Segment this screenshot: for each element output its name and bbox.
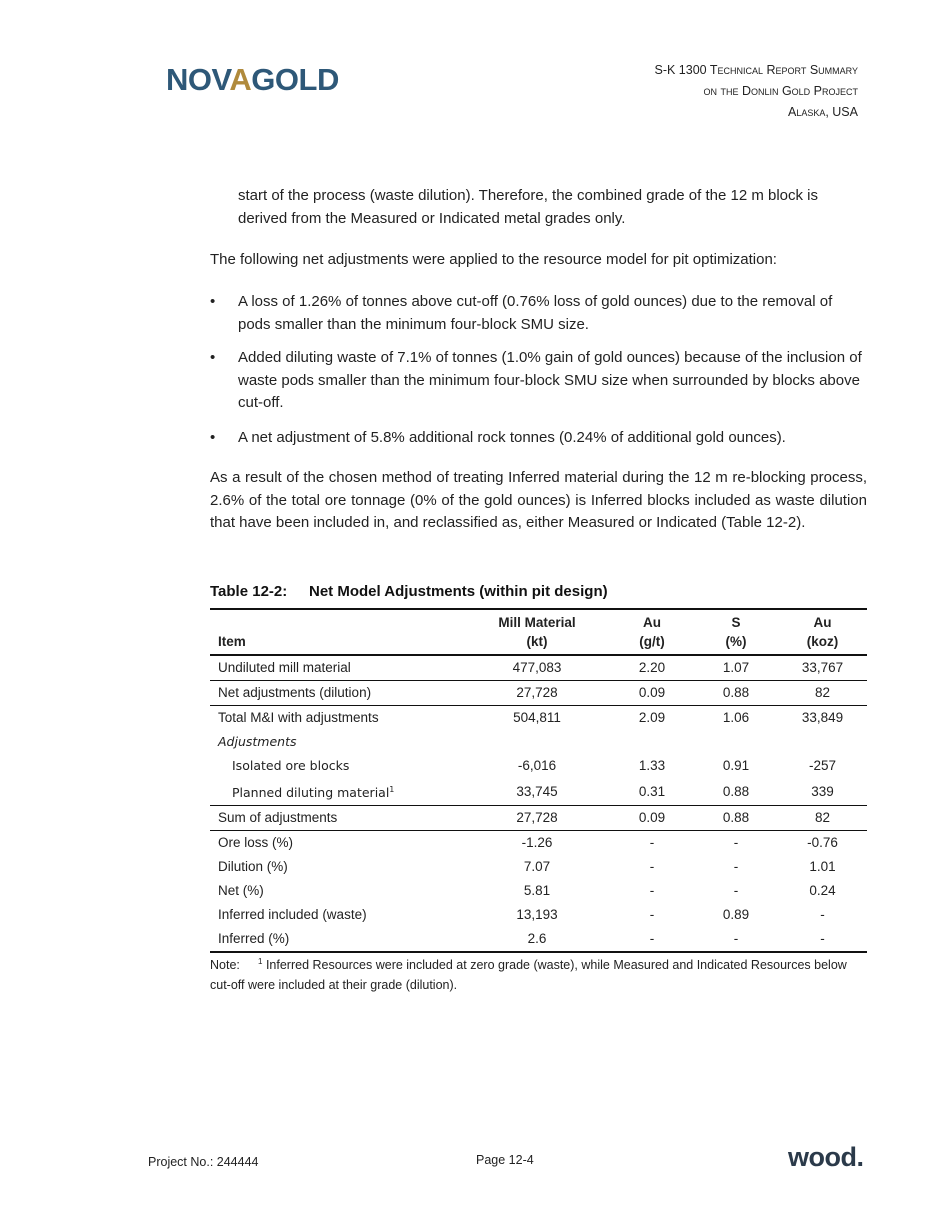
table-cell: Net adjustments (dilution) xyxy=(210,681,464,706)
note-footnote-marker: 1 xyxy=(258,957,263,966)
table-number: Table 12-2: xyxy=(210,583,288,600)
table-row xyxy=(210,754,867,778)
col-header-au-ounces: Au (koz) xyxy=(806,615,839,649)
table-row xyxy=(210,778,867,806)
bullet-text: A loss of 1.26% of tonnes above cut-off (0.76% loss of gold ounces) due to the removal of pods smaller than the minimum four-block SMU size. xyxy=(238,293,833,333)
table-cell xyxy=(464,730,610,754)
table-cell: 339 xyxy=(778,778,867,806)
table-cell xyxy=(694,730,778,754)
table-cell: 504,811 xyxy=(513,710,561,725)
table-cell: - xyxy=(694,927,778,952)
bullet-item-3 xyxy=(210,427,867,450)
table-cell: Inferred (%) xyxy=(210,927,464,952)
table-cell: - xyxy=(610,927,694,952)
table-row xyxy=(210,903,867,927)
table-cell: 82 xyxy=(778,806,867,831)
table-cell: 0.09 xyxy=(610,806,694,831)
table-row xyxy=(210,655,867,681)
intro-paragraph-block xyxy=(210,249,867,272)
table-cell: 2.09 xyxy=(638,710,666,725)
table-cell: 33,767 xyxy=(778,655,867,681)
novagold-logo: NOVAGOLD xyxy=(166,62,339,97)
table-cell: Ore loss (%) xyxy=(218,835,294,851)
header-line-3: Alaska, USA xyxy=(787,105,858,119)
table-cell: 1.07 xyxy=(694,655,778,681)
adjustments-table xyxy=(210,608,867,953)
table-cell: Isolated ore blocks xyxy=(232,758,350,773)
table-row xyxy=(210,806,867,831)
table-cell: 27,728 xyxy=(464,806,610,831)
table-caption: Net Model Adjustments (within pit design) xyxy=(309,583,608,600)
table-cell: 477,083 xyxy=(464,655,610,681)
col-header-mill: Mill Material (kt) xyxy=(498,615,576,649)
bullet-text: Added diluting waste of 7.1% of tonnes (1.0% gain of gold ounces) because of the inclusion of waste pods smaller than the minimum four-block SMU size when surrounded by blocks above cut-off. xyxy=(238,349,862,411)
table-row xyxy=(210,681,867,706)
table-cell: Inferred included (waste) xyxy=(218,907,367,923)
result-paragraph-block xyxy=(210,467,867,535)
project-number: Project No.: 244444 xyxy=(148,1155,259,1169)
table-cell: Undiluted mill material xyxy=(210,655,464,681)
result-paragraph: As a result of the chosen method of treating Inferred material during the 12 m re-blocking process, 2.6% of the total ore tonnage (0% of the gold ounces) is Inferred blocks included as waste dilution that have been included in, and reclassified as, either Measured or Indicated (Table 12-2). xyxy=(210,469,867,531)
table-cell: 1.01 xyxy=(809,859,836,875)
table-cell: - xyxy=(649,859,655,875)
wood-logo: wood. xyxy=(788,1142,864,1172)
table-cell: Adjustments xyxy=(218,734,297,749)
table-note xyxy=(210,952,867,995)
table-cell: Net (%) xyxy=(218,883,264,899)
table-cell: - xyxy=(733,859,739,875)
table-cell: 2.6 xyxy=(464,927,610,952)
table-row xyxy=(210,706,867,731)
table-cell: - xyxy=(733,835,739,851)
table-cell: -1.26 xyxy=(521,835,553,851)
table-cell: -6,016 xyxy=(517,758,557,773)
bullet-text: A net adjustment of 5.8% additional rock tonnes (0.24% of additional gold ounces). xyxy=(238,429,786,446)
col-header-sulfur: S (%) xyxy=(725,615,747,649)
header-line-1: S-K 1300 Technical Report Summary xyxy=(654,63,858,77)
footnote-marker: 1 xyxy=(389,785,395,794)
table-cell: 33,745 xyxy=(464,778,610,806)
table-cell: 2.20 xyxy=(610,655,694,681)
table-cell: 1.06 xyxy=(722,710,750,725)
header-line-2: on the Donlin Gold Project xyxy=(703,84,858,98)
report-header xyxy=(655,60,859,123)
col-header-au-grade: Au (g/t) xyxy=(639,615,665,649)
table-cell: 33,849 xyxy=(801,710,844,725)
note-label: Note: xyxy=(210,958,240,973)
bullet-dot: • xyxy=(210,429,216,446)
table-cell: Dilution (%) xyxy=(218,859,288,875)
logo-triangle-letter: A xyxy=(229,62,252,97)
table-cell: -257 xyxy=(808,758,837,773)
table-cell: - xyxy=(649,883,655,899)
page-number: Page 12-4 xyxy=(476,1153,534,1167)
table-cell: Planned diluting material$^1$ xyxy=(210,778,464,806)
table-cell: 7.07 xyxy=(523,859,551,875)
table-row xyxy=(210,855,867,879)
table-cell: - xyxy=(733,883,739,899)
body-continuation xyxy=(210,185,867,230)
table-cell xyxy=(610,730,694,754)
table-cell: 13,193 xyxy=(516,907,558,923)
table-cell: 0.24 xyxy=(809,883,836,899)
note-text: Inferred Resources were included at zero grade (waste), while Measured and Indicated Resources below cut-off were included at their grade (dilution). xyxy=(210,958,847,993)
bullet-item-1 xyxy=(210,291,867,336)
table-cell: 0.88 xyxy=(694,681,778,706)
table-cell xyxy=(778,730,867,754)
table-cell: - xyxy=(649,907,655,923)
table-cell: - xyxy=(778,927,867,952)
bullet-dot: • xyxy=(210,293,216,310)
table-cell: - xyxy=(820,907,825,923)
table-cell: 0.88 xyxy=(694,806,778,831)
table-cell: 5.81 xyxy=(523,883,551,899)
table-cell: 0.88 xyxy=(694,778,778,806)
table-cell: Sum of adjustments xyxy=(210,806,464,831)
table-row xyxy=(210,831,867,856)
table-cell: 27,728 xyxy=(464,681,610,706)
table-cell: Total M&I with adjustments xyxy=(218,710,379,725)
intro-paragraph: The following net adjustments were applied to the resource model for pit optimization: xyxy=(210,251,777,268)
table-title xyxy=(210,583,608,600)
table-cell: - xyxy=(649,835,655,851)
table-section-row xyxy=(210,730,867,754)
table-cell: 0.09 xyxy=(610,681,694,706)
table-cell: 82 xyxy=(778,681,867,706)
bullet-item-2 xyxy=(210,347,867,415)
table-row xyxy=(210,927,867,952)
table-header-row xyxy=(210,609,867,655)
table-cell: 0.31 xyxy=(610,778,694,806)
bullet-dot: • xyxy=(210,349,216,366)
table-cell: -0.76 xyxy=(807,835,838,851)
col-header-item: Item xyxy=(218,634,246,649)
table-row xyxy=(210,879,867,903)
table-cell: 1.33 xyxy=(638,758,666,773)
table-cell: 0.91 xyxy=(722,758,750,773)
table-cell: 0.89 xyxy=(722,907,750,923)
continuation-paragraph: start of the process (waste dilution). Therefore, the combined grade of the 12 m block is derived from the Measured or Indicated metal grades only. xyxy=(238,187,819,227)
